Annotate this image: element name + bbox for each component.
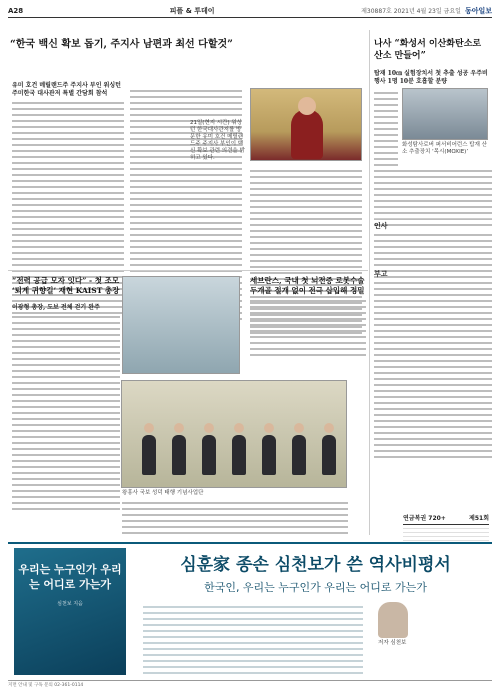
- left-story2: [12, 276, 120, 510]
- main-headline-block: [10, 38, 260, 51]
- obituary-section: [374, 270, 492, 458]
- lottery-round: 제51회: [469, 515, 489, 522]
- ad-headline: 심훈家 종손 심천보가 쓴 역사비평서: [180, 555, 451, 575]
- book-advertisement: [8, 542, 492, 677]
- author-label: 저자 심천보: [378, 640, 407, 646]
- right-body-col1: [374, 88, 398, 166]
- lottery-table: [403, 513, 489, 545]
- main-photo-caption: 21일(현지 시간) 워싱턴 한국대사관저를 방문한 유미 호건 메릴랜드주 주지사 부인이 백신 확보 관련 의견을 밝히고 있다.: [190, 120, 245, 161]
- book-cover-title: 우리는 누구인가 우리는 어디로 가는가: [18, 563, 122, 591]
- middle-body-bottom: [122, 498, 348, 534]
- appointments-title: 인사: [374, 221, 388, 230]
- kaist-subhead: 이광형 총장, 도보 전체 걷기 완주: [12, 304, 100, 311]
- right-photo-caption: 화성탐사로버 퍼서비어런스 탑재 산소 추출장치 ‘목시(MOXIE)’: [402, 142, 487, 155]
- page-header: [8, 4, 492, 18]
- moxie-photo: [402, 88, 488, 140]
- middle-story2: [250, 276, 366, 356]
- issue-meta: 제30887호 2021년 4월 23일 금요일: [361, 8, 461, 15]
- right-body-col2: [374, 166, 492, 226]
- main-headline: “한국 백신 확보 돕기, 주지사 남편과 최선 다할것”: [10, 39, 233, 50]
- group-photo-caption: 왕흥사 국보 성덕 태행 기념사업단: [122, 490, 204, 496]
- right-story: [374, 38, 492, 86]
- newspaper-logo: 동아일보: [464, 6, 492, 15]
- yumi-hogan-photo: [250, 88, 362, 161]
- right-headline: 나사 “화성서 이산화탄소로 산소 만들어”: [374, 39, 482, 61]
- ad-author: [378, 602, 488, 672]
- kaist-headline: “전력 공급 모자 잇다” - 첫 조모 ‘퇴계 귀향길’ 재현 KAIST 총장: [12, 276, 120, 295]
- book-cover: [14, 548, 126, 675]
- book-cover-author: 심천보 지음: [57, 601, 83, 607]
- author-photo: [378, 602, 408, 638]
- right-subhead: 탑재 10㎝ 실험장치서 첫 추출 성공 우주비행사 1명 10분 호흡할 분량: [374, 70, 488, 85]
- group-photo: [121, 380, 347, 488]
- severance-headline: 세브란스, 국내 첫 뇌전증 로봇수술 두개골 절개 없이 전극 삽입해 정밀: [250, 276, 365, 295]
- ad-subheadline: 한국인, 우리는 누구인가 우리는 어디로 가는가: [204, 581, 427, 594]
- page-number: A28: [8, 6, 24, 15]
- page-footer: 지면 안내 및 구독 문의 02-361-0114: [8, 680, 492, 688]
- main-subhead: 유미 호건 메릴랜드주 주지사 부인 워싱턴 주미한국 대사관저 특별 간담회 참석: [12, 82, 121, 97]
- ad-body: [143, 602, 363, 674]
- lottery-title: 연금복권 720+: [403, 515, 446, 522]
- section-title: 피플 & 투데이: [169, 6, 215, 15]
- obituary-title: 부고: [374, 269, 388, 278]
- kaist-photo: [122, 276, 240, 374]
